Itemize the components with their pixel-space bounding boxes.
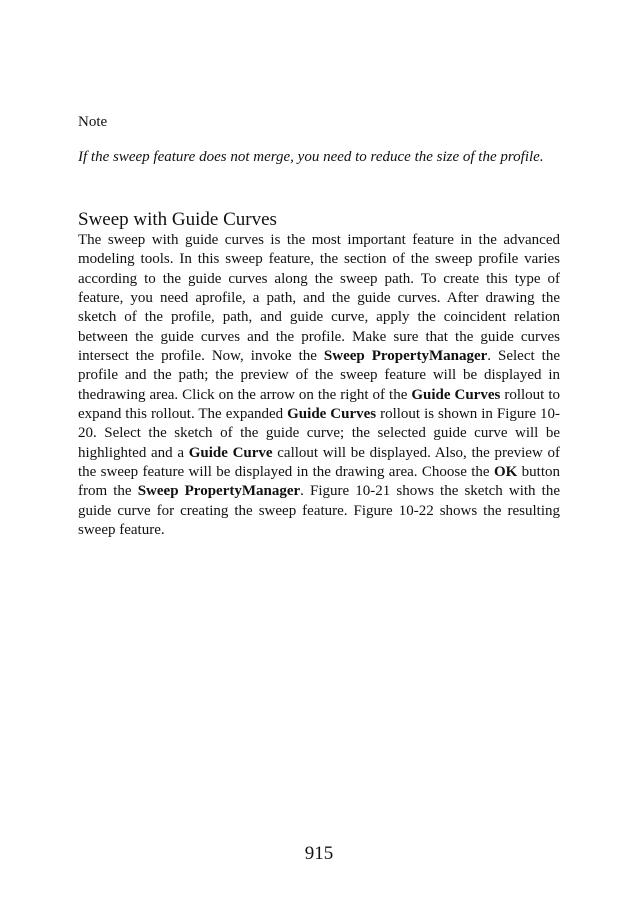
paragraph-text: . Figure 10-21 shows the sketch with the guide curve for creating the sweep feature. Figure 10-22 shows the resulting sweep feature.: [78, 483, 560, 539]
section-paragraph: [78, 231, 560, 541]
paragraph-text: callout will be displayed. Also, the preview of the sweep feature will be displayed in the drawing area. Choose the: [78, 444, 560, 481]
note-label: Note: [78, 114, 108, 130]
paragraph-text: button from the: [78, 464, 560, 500]
page-number: 915: [304, 843, 334, 864]
section-heading: Sweep with Guide Curves: [78, 209, 277, 230]
bold-term: Sweep PropertyManager: [137, 483, 301, 500]
bold-term: Guide Curves: [411, 386, 501, 403]
bold-term: Sweep PropertyManager: [323, 348, 488, 365]
paragraph-text: rollout is shown in Figure 10-20. Select the sketch of the guide curve; the selected guide curve will be highlighted and a: [78, 406, 560, 461]
bold-term: Guide Curves: [287, 406, 377, 423]
paragraph-text: rollout to expand this rollout. The expanded: [78, 386, 560, 423]
bold-term: Guide Curve: [188, 444, 273, 461]
note-text: If the sweep feature does not merge, you need to reduce the size of the profile.: [78, 149, 544, 165]
document-page: [78, 0, 560, 900]
paragraph-text: . Select the profile and the path; the preview of the sweep feature will be displayed in thedrawing area. Click on the arrow on the right of the: [78, 348, 560, 403]
bold-term: OK: [493, 464, 518, 481]
paragraph-text: The sweep with guide curves is the most important feature in the advanced modeling tools. In this sweep feature, the section of the sweep profile varies according to the guide curves along the sweep path. To create this type of feature, you need aprofile, a path, and the guide curves. After drawing the sketch of the profile, path, and guide curve, apply the coincident relation between the guide curves and the profile. Make sure that the guide curves intersect the profile. Now, invoke the: [78, 232, 560, 365]
